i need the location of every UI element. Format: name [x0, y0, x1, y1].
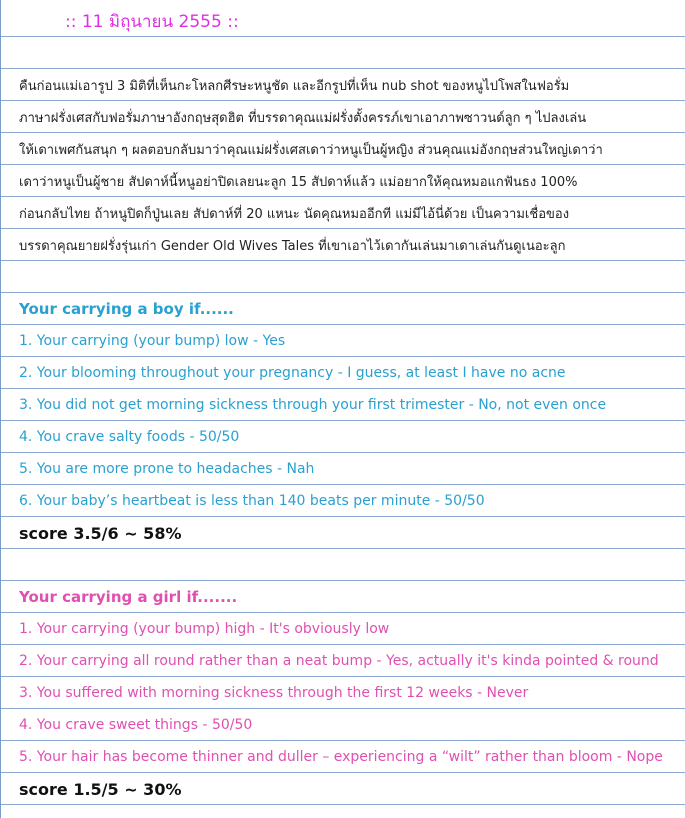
girl-item-1: 1. Your carrying (your bump) high - It's obviously low — [19, 621, 390, 637]
girl-item-5: 5. Your hair has become thinner and duller – experiencing a “wilt” rather than bloom - Nope — [19, 749, 663, 765]
entry-date: :: 11 มิถุนายน 2555 :: — [65, 11, 239, 32]
intro-line-6: บรรดาคุณยายฝรั่งรุ่นเก่า Gender Old Wives Tales ที่เขาเอาไว้เดากันเล่นมาเดาเล่นกันดูเนอะลูก — [19, 238, 566, 254]
girl-score: score 1.5/5 ~ 30% — [19, 779, 182, 799]
boy-section-heading: Your carrying a boy if...... — [19, 300, 234, 318]
intro-line-5: ก่อนกลับไทย ถ้าหนูปิดก็ปู่นเลย สัปดาห์ที่ 20 แหนะ นัดคุณหมออีกที แม่มีไอ้นี่ด้วย เป็นความเชื่อของ — [19, 206, 570, 222]
intro-line-3: ให้เดาเพศกันสนุก ๆ ผลตอบกลับมาว่าคุณแม่ฝรั่งเศสเดาว่าหนูเป็นผู้หญิง ส่วนคุณแม่อังกฤษส่วนใหญ่เดาว่า — [19, 142, 603, 158]
boy-score: score 3.5/6 ~ 58% — [19, 523, 182, 543]
girl-item-2: 2. Your carrying all round rather than a neat bump - Yes, actually it's kinda pointed & round — [19, 653, 659, 669]
girl-section-heading: Your carrying a girl if....... — [19, 588, 238, 606]
boy-item-3: 3. You did not get morning sickness through your first trimester - No, not even once — [19, 397, 607, 413]
girl-item-3: 3. You suffered with morning sickness through the first 12 weeks - Never — [19, 685, 529, 701]
intro-line-1: คืนก่อนแม่เอารูป 3 มิติที่เห็นกะโหลกศีรษะหนูชัด และอีกรูปที่เห็น nub shot ของหนูไปโพสในฟอรั่ม — [19, 78, 570, 94]
intro-line-2: ภาษาฝรั่งเศสกับฟอรั่มภาษาอังกฤษสุดฮิต ที่บรรดาคุณแม่ฝรั่งตั้งครรภ์เขาเอาภาพซาวนด์ลูก ๆ ไปลงเล่น — [19, 110, 587, 126]
intro-line-4: เดาว่าหนูเป็นผู้ชาย สัปดาห์นี้หนูอย่าปิดเลยนะลูก 15 สัปดาห์แล้ว แม่อยากให้คุณหมอแกฟันธง 100% — [19, 174, 578, 190]
boy-item-2: 2. Your blooming throughout your pregnancy - I guess, at least I have no acne — [19, 365, 566, 381]
girl-item-4: 4. You crave sweet things - 50/50 — [19, 717, 253, 733]
boy-item-4: 4. You crave salty foods - 50/50 — [19, 429, 240, 445]
boy-item-6: 6. Your baby’s heartbeat is less than 140 beats per minute - 50/50 — [19, 493, 485, 509]
boy-item-1: 1. Your carrying (your bump) low - Yes — [19, 333, 286, 349]
boy-item-5: 5. You are more prone to headaches - Nah — [19, 461, 315, 477]
